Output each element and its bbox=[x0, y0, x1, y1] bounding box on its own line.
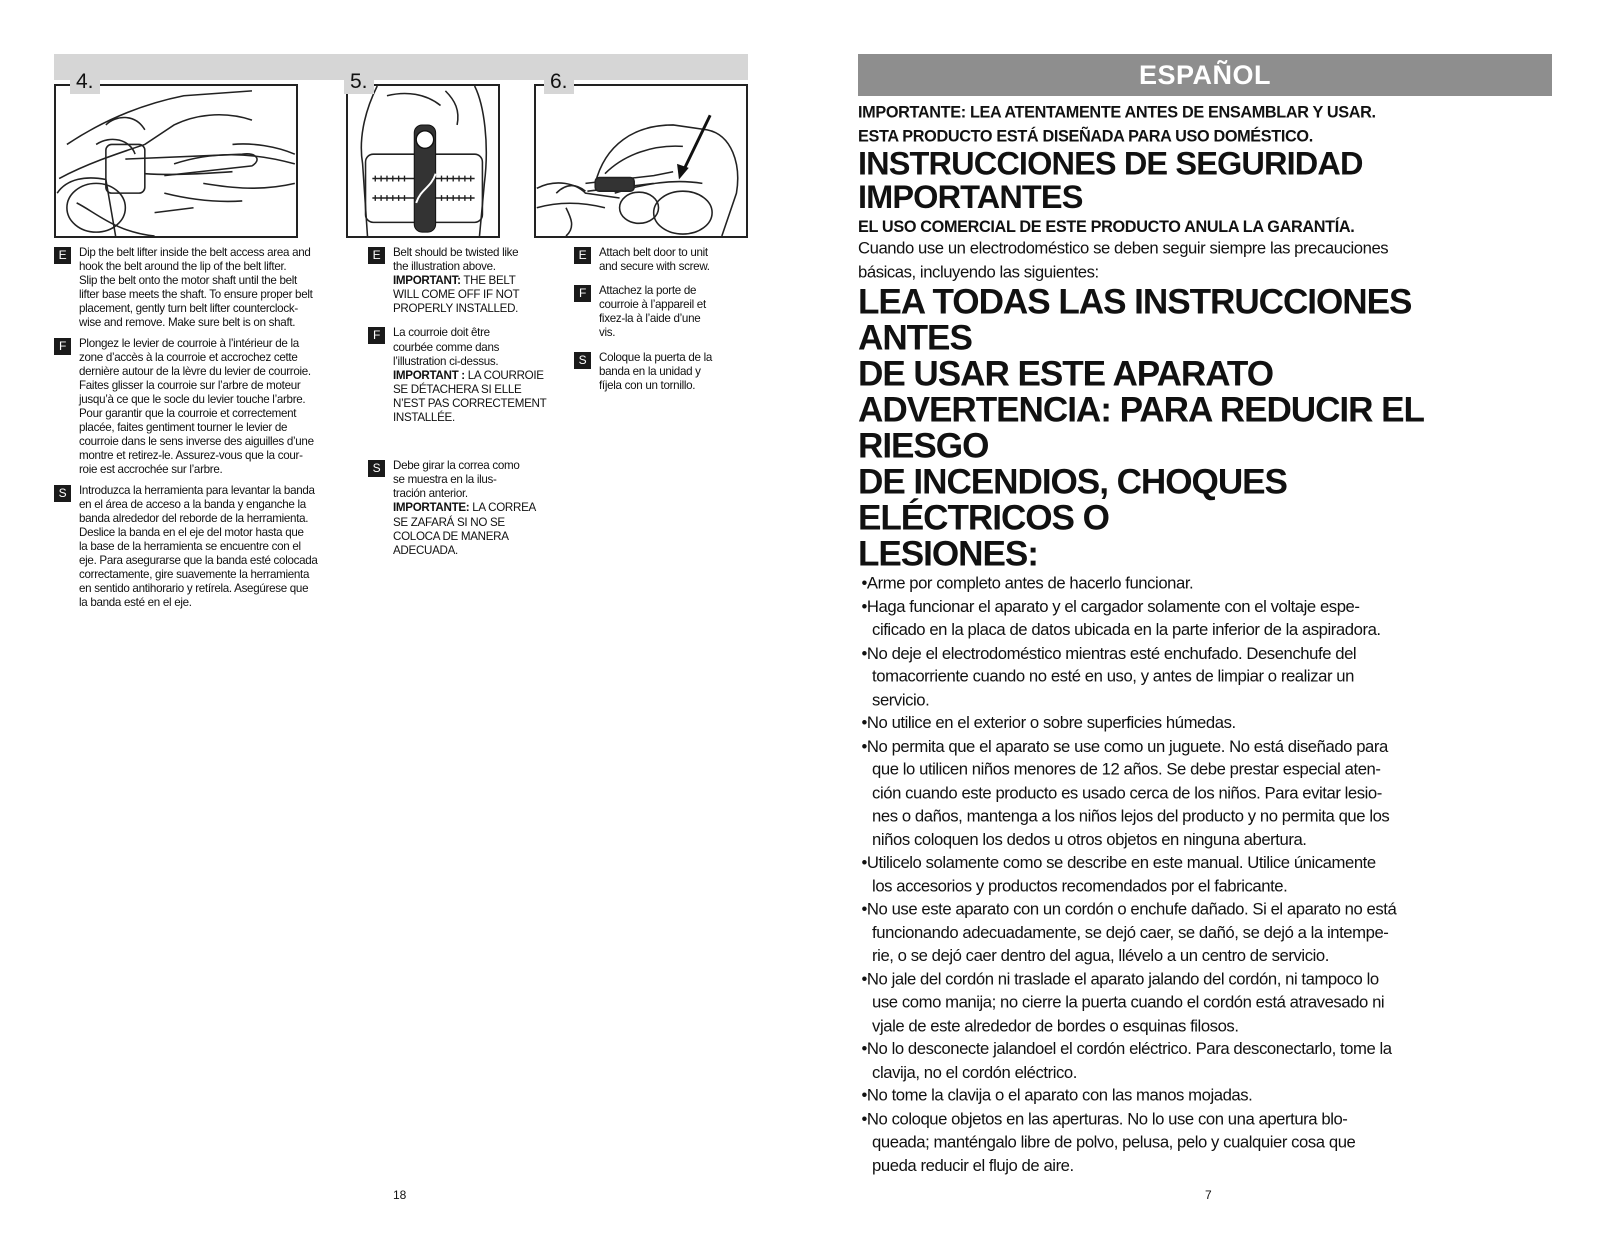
important-text: THE BELT WILL COME OFF IF NOT PROPERLY INSTALLED. bbox=[393, 274, 520, 316]
language-tag-f: F bbox=[574, 285, 591, 302]
instruction-column-2 bbox=[368, 246, 564, 564]
instruction-column-1 bbox=[54, 246, 364, 616]
instruction-text: Coloque la puerta de la banda en la unidad y fíjela con un tornillo. bbox=[599, 350, 712, 392]
read-all-heading: LEA TODAS LAS INSTRUCCIONES ANTES bbox=[858, 282, 1412, 358]
belt-door-screw-illustration-icon bbox=[536, 86, 746, 236]
language-tag-s: S bbox=[54, 485, 71, 502]
instruction-text: Belt should be twisted like the illustration above. bbox=[393, 246, 519, 274]
list-item: •Utilicelo solamente como se describe en este manual. Utilice únicamente los accesorios y productos recomendados por el fabricante. bbox=[861, 853, 1376, 896]
list-item: •No use este aparato con un cordón o enchufe dañado. Si el aparato no está funcionando adecuadamente, se dejó caer, se dañó, se dejó a la intempe- rie, o se dejó caer dentro del agua, llévelo a un centro de servicio. bbox=[861, 900, 1397, 966]
figure-6-number: 6. bbox=[544, 70, 574, 94]
language-tag-e: E bbox=[574, 247, 591, 264]
page-number-right: 7 bbox=[1205, 1188, 1212, 1202]
intro-text-line-2: básicas, incluyendo las siguientes: bbox=[858, 262, 1099, 282]
list-item: •No jale del cordón ni traslade el aparato jalando del cordón, ni tampoco lo use como manija; no cierre la puerta cuando el cordón está atravesado ni vjale de este alrededor de bordes o esquinas filosos. bbox=[861, 970, 1385, 1036]
warranty-notice: EL USO COMERCIAL DE ESTE PRODUCTO ANULA LA GARANTÍA. bbox=[858, 216, 1355, 236]
figure-4 bbox=[54, 84, 298, 238]
instruction-english bbox=[368, 246, 564, 316]
list-item: •Arme por completo antes de hacerlo funcionar. bbox=[861, 574, 1194, 593]
twisted-belt-illustration-icon bbox=[348, 86, 498, 236]
instruction-text: Attachez la porte de courroie à l’appareil et fixez-la à l’aide d’une vis. bbox=[599, 284, 706, 340]
important-text: LA CORREA SE ZAFARÁ SI NO SE COLOCA DE MANERA ADECUADA. bbox=[393, 501, 536, 557]
important-label: IMPORTANT : bbox=[393, 368, 465, 382]
instruction-english bbox=[54, 246, 364, 331]
intro-text: Cuando use un electrodoméstico se deben seguir siempre las precauciones bbox=[858, 239, 1389, 259]
figure-header-band bbox=[54, 54, 748, 80]
figure-5-number: 5. bbox=[344, 70, 374, 94]
language-tag-e: E bbox=[368, 247, 385, 264]
list-item: •No tome la clavija o el aparato con las manos mojadas. bbox=[861, 1086, 1253, 1106]
instruction-english bbox=[574, 246, 750, 274]
instruction-text: La courroie doit être courbée comme dans l’illustration ci-dessus. bbox=[393, 326, 500, 368]
safety-bullet-list bbox=[858, 573, 1471, 1178]
instruction-french bbox=[574, 284, 750, 340]
figure-5 bbox=[346, 84, 500, 238]
page-title-line-2: IMPORTANTES bbox=[858, 179, 1083, 216]
list-item: •No utilice en el exterior o sobre superficies húmedas. bbox=[861, 714, 1236, 733]
instruction-spanish bbox=[574, 351, 750, 393]
language-tag-s: S bbox=[368, 460, 385, 477]
important-text: LA COURROIE SE DÉTACHERA SI ELLE N’EST PAS CORRECTEMENT INSTALLÉE. bbox=[393, 368, 547, 425]
instruction-text: Dip the belt lifter inside the belt access area and hook the belt around the lip of the belt lifter. Slip the belt onto the motor shaft until the belt lifter base meets the shaft. To ensure proper belt placement, gently turn belt lifter counterclock- wise and remove. Make sure belt is on shaft. bbox=[79, 246, 313, 330]
important-label: IMPORTANT: bbox=[393, 274, 461, 288]
instruction-french bbox=[54, 337, 364, 478]
household-notice: ESTA PRODUCTO ESTÁ DISEÑADA PARA USO DOMÉSTICO. bbox=[858, 126, 1313, 145]
important-label: IMPORTANTE: bbox=[393, 501, 470, 515]
language-tag-e: E bbox=[54, 247, 71, 264]
page-number-left: 18 bbox=[393, 1188, 407, 1202]
important-notice: IMPORTANTE: LEA ATENTAMENTE ANTES DE ENSAMBLAR Y USAR. bbox=[858, 102, 1376, 122]
language-header: ESPAÑOL bbox=[858, 54, 1552, 96]
warning-heading-line-2: DE INCENDIOS, CHOQUES ELÉCTRICOS O bbox=[858, 462, 1287, 538]
language-tag-f: F bbox=[54, 338, 71, 355]
instruction-spanish bbox=[368, 459, 564, 558]
instruction-text: Attach belt door to unit and secure with screw. bbox=[599, 246, 710, 274]
belt-lifter-illustration-icon bbox=[56, 86, 296, 236]
list-item: •No coloque objetos en las aperturas. No lo use con una apertura blo- queada; manténgalo libre de polvo, pelusa, pelo y cualquier cosa que pueda reducir el flujo de aire. bbox=[861, 1109, 1356, 1175]
figure-4-number: 4. bbox=[70, 70, 100, 94]
safety-instructions bbox=[858, 100, 1471, 1178]
list-item: •No permita que el aparato se use como un juguete. No está diseñado para que lo utilicen niños menores de 12 años. Se debe prestar especial aten- ción cuando este producto es usado cerca de los niños. Para evitar lesio- nes o daños, mantenga a los niños lejos del producto y no permita que los niños coloquen los dedos u otros objetos en ninguna abertura. bbox=[861, 737, 1390, 849]
instruction-text: Introduzca la herramienta para levantar la banda en el área de acceso a la banda y enganche la banda alrededor del reborde de la herramienta. Deslice la banda en el eje del motor hasta que la base de la herramienta se encuentre con el eje. Para asegurarse que la banda esté colocada correctamente, gire suavemente la herramienta en sentido antihorario y retírela. Asegúrese que la banda esté en el eje. bbox=[79, 483, 318, 610]
list-item: •Haga funcionar el aparato y el cargador solamente con el voltaje espe- cificado en la placa de datos ubicada en la parte inferior de la aspiradora. bbox=[861, 597, 1381, 640]
instruction-text: Debe girar la correa como se muestra en la ilus- tración anterior. bbox=[393, 459, 520, 501]
language-tag-s: S bbox=[574, 352, 591, 369]
warning-heading: ADVERTENCIA: PARA REDUCIR EL RIESGO bbox=[858, 390, 1424, 466]
instruction-text: Plongez le levier de courroie à l’intérieur de la zone d’accès à la courroie et accrochez cette dernière autour de la lèvre du levier de courroie. Faites glisser la courroie sur l’arbre de moteur jusqu’à ce que le socle du levier touche l’arbre. Pour garantir que la courroie et correctement placée, faites gentiment tourner le levier de courroie dans le sens inverse des aiguilles d’une montre et retirez-le. Assurez-vous que la cour- roie est accrochée sur l’arbre. bbox=[79, 336, 314, 477]
list-item: •No lo desconecte jalandoel el cordón eléctrico. Para desconectarlo, tome la clavija, no el cordón eléctrico. bbox=[861, 1040, 1392, 1082]
list-item: •No deje el electrodoméstico mientras esté enchufado. Desenchufe del tomacorriente cuando no esté en uso, y antes de limpiar o realizar un servicio. bbox=[861, 644, 1357, 710]
page-title: INSTRUCCIONES DE SEGURIDAD bbox=[858, 145, 1363, 182]
language-tag-f: F bbox=[368, 327, 385, 344]
read-all-heading-line-2: DE USAR ESTE APARATO bbox=[858, 354, 1273, 394]
figure-6 bbox=[534, 84, 748, 238]
warning-heading-line-3: LESIONES: bbox=[858, 534, 1038, 574]
instruction-spanish bbox=[54, 484, 364, 611]
instruction-french bbox=[368, 326, 564, 425]
instruction-column-3 bbox=[574, 246, 750, 399]
